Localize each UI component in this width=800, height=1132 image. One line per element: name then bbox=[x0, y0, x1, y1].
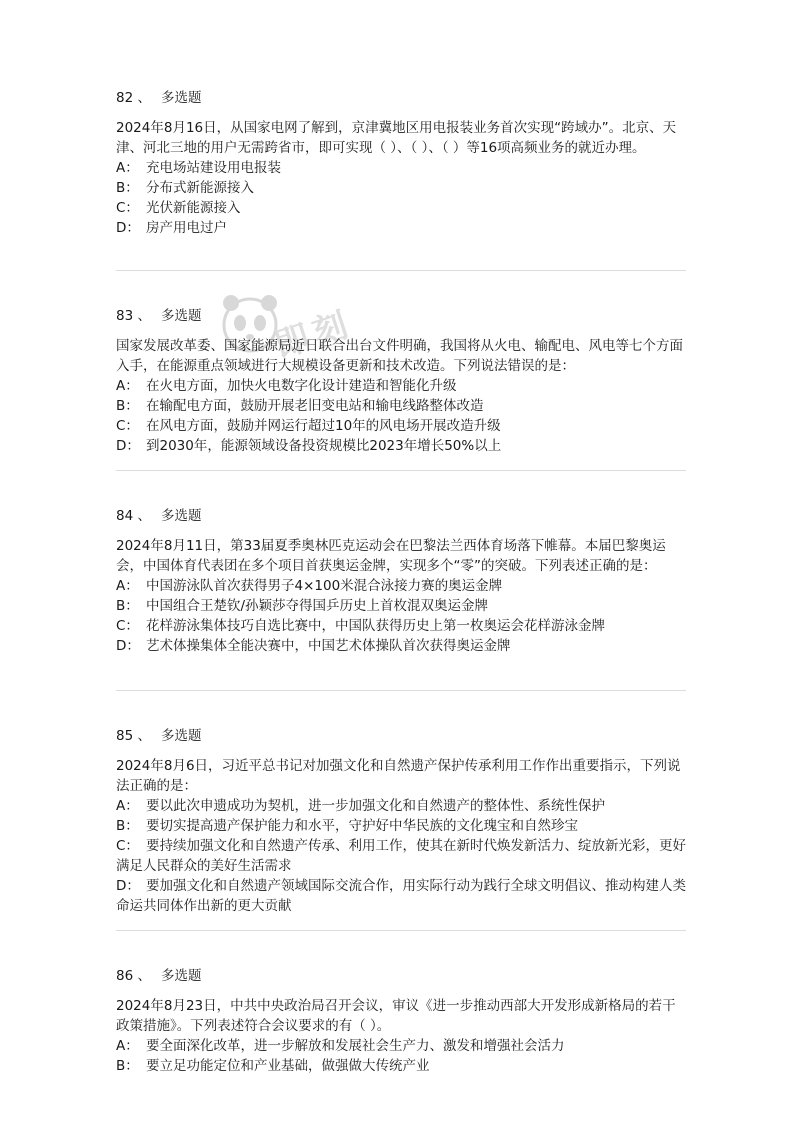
question-number: 82 、 bbox=[116, 90, 151, 106]
option-text: 要全面深化改革，进一步解放和发展社会生产力、激发和增强社会活力 bbox=[146, 1038, 565, 1054]
option-letter: B： bbox=[116, 818, 139, 834]
option-letter: D： bbox=[116, 638, 140, 654]
option-b[interactable] bbox=[116, 816, 688, 836]
question-block bbox=[116, 88, 688, 238]
question-stem: 2024年8月23日，中共中央政治局召开会议，审议《进一步推动西部大开发形成新格局的若干政策措施》。下列表述符合会议要求的有（ ）。 bbox=[116, 998, 676, 1034]
option-text: 到2030年，能源领域设备投资规模比2023年增长50%以上 bbox=[146, 438, 502, 454]
question-block bbox=[116, 726, 688, 916]
option-d[interactable] bbox=[116, 218, 688, 238]
divider bbox=[116, 270, 686, 271]
option-letter: C： bbox=[116, 200, 139, 216]
option-d[interactable] bbox=[116, 436, 688, 456]
option-a[interactable] bbox=[116, 796, 688, 816]
option-c[interactable] bbox=[116, 616, 688, 636]
option-letter: B： bbox=[116, 598, 139, 614]
question-block bbox=[116, 306, 688, 456]
question-number: 86 、 bbox=[116, 968, 151, 984]
question-header bbox=[116, 88, 688, 108]
option-text: 分布式新能源接入 bbox=[146, 180, 254, 196]
question-stem: 国家发展改革委、国家能源局近日联合出台文件明确，我国将从火电、输配电、风电等七个方面入手，在能源重点领域进行大规模设备更新和技术改造。下列说法错误的是： bbox=[116, 338, 683, 374]
option-text: 要立足功能定位和产业基础，做强做大传统产业 bbox=[146, 1058, 430, 1074]
option-letter: D： bbox=[116, 438, 140, 454]
divider bbox=[116, 690, 686, 691]
option-text: 中国组合王楚钦/孙颖莎夺得国乒历史上首枚混双奥运金牌 bbox=[146, 598, 489, 614]
question-type: 多选题 bbox=[160, 508, 202, 524]
question-header bbox=[116, 306, 688, 326]
option-text: 艺术体操集体全能决赛中，中国艺术体操队首次获得奥运金牌 bbox=[146, 638, 511, 654]
option-b[interactable] bbox=[116, 1056, 688, 1076]
option-letter: D： bbox=[116, 220, 140, 236]
option-d[interactable] bbox=[116, 636, 688, 656]
option-text: 光伏新能源接入 bbox=[146, 200, 241, 216]
option-text: 房产用电过户 bbox=[146, 220, 227, 236]
option-text: 充电场站建设用电报装 bbox=[146, 160, 281, 176]
option-a[interactable] bbox=[116, 1036, 688, 1056]
question-header bbox=[116, 506, 688, 526]
option-text: 花样游泳集体技巧自选比赛中，中国队获得历史上第一枚奥运会花样游泳金牌 bbox=[146, 618, 605, 634]
watermark-text: 即刻 bbox=[269, 303, 359, 367]
question-header bbox=[116, 726, 688, 746]
question-stem: 2024年8月6日，习近平总书记对加强文化和自然遗产保护传承利用工作作出重要指示，下列说法正确的是： bbox=[116, 758, 681, 794]
option-text: 在火电方面，加快火电数字化设计建造和智能化升级 bbox=[146, 378, 457, 394]
question-header bbox=[116, 966, 688, 986]
divider bbox=[116, 470, 686, 471]
question-block bbox=[116, 506, 688, 656]
option-letter: C： bbox=[116, 618, 139, 634]
option-letter: A： bbox=[116, 378, 139, 394]
question-type: 多选题 bbox=[160, 308, 202, 324]
option-letter: D： bbox=[116, 878, 140, 894]
option-a[interactable] bbox=[116, 376, 688, 396]
option-letter: A： bbox=[116, 798, 139, 814]
question-type: 多选题 bbox=[160, 728, 202, 744]
option-b[interactable] bbox=[116, 396, 688, 416]
option-a[interactable] bbox=[116, 158, 688, 178]
question-stem: 2024年8月11日，第33届夏季奥林匹克运动会在巴黎法兰西体育场落下帷幕。本届巴黎奥运会，中国体育代表团在多个项目首获奥运金牌，实现多个“零”的突破。下列表述正确的是： bbox=[116, 538, 666, 574]
option-text: 要切实提高遗产保护能力和水平，守护好中华民族的文化瑰宝和自然珍宝 bbox=[146, 818, 578, 834]
option-letter: A： bbox=[116, 1038, 139, 1054]
question-number: 85 、 bbox=[116, 728, 151, 744]
option-letter: B： bbox=[116, 1058, 139, 1074]
option-letter: A： bbox=[116, 160, 139, 176]
option-b[interactable] bbox=[116, 178, 688, 198]
option-c[interactable] bbox=[116, 416, 688, 436]
option-letter: C： bbox=[116, 838, 139, 854]
option-d[interactable] bbox=[116, 876, 688, 916]
divider bbox=[116, 930, 686, 931]
option-letter: C： bbox=[116, 418, 139, 434]
option-c[interactable] bbox=[116, 836, 688, 876]
option-c[interactable] bbox=[116, 198, 688, 218]
question-number: 83 、 bbox=[116, 308, 151, 324]
option-text: 在输配电方面，鼓励开展老旧变电站和输电线路整体改造 bbox=[146, 398, 484, 414]
option-letter: A： bbox=[116, 578, 139, 594]
option-text: 要以此次申遗成功为契机，进一步加强文化和自然遗产的整体性、系统性保护 bbox=[146, 798, 605, 814]
option-text: 要加强文化和自然遗产领域国际交流合作，用实际行动为践行全球文明倡议、推动构建人类命运共同体作出新的更大贡献 bbox=[116, 878, 686, 914]
option-a[interactable] bbox=[116, 576, 688, 596]
question-block bbox=[116, 966, 688, 1076]
question-stem: 2024年8月16日，从国家电网了解到，京津冀地区用电报装业务首次实现“跨域办”。北京、天津、河北三地的用户无需跨省市，即可实现（ ）、（ ）、（ ）等16项高频业务的就近办理。 bbox=[116, 120, 677, 156]
question-type: 多选题 bbox=[160, 90, 202, 106]
question-number: 84 、 bbox=[116, 508, 151, 524]
question-type: 多选题 bbox=[160, 968, 202, 984]
option-text: 要持续加强文化和自然遗产传承、利用工作，使其在新时代焕发新活力、绽放新光彩，更好满足人民群众的美好生活需求 bbox=[116, 838, 686, 874]
option-text: 在风电方面，鼓励并网运行超过10年的风电场开展改造升级 bbox=[146, 418, 501, 434]
option-text: 中国游泳队首次获得男子4×100米混合泳接力赛的奥运金牌 bbox=[146, 578, 503, 594]
option-letter: B： bbox=[116, 398, 139, 414]
option-letter: B： bbox=[116, 180, 139, 196]
option-b[interactable] bbox=[116, 596, 688, 616]
